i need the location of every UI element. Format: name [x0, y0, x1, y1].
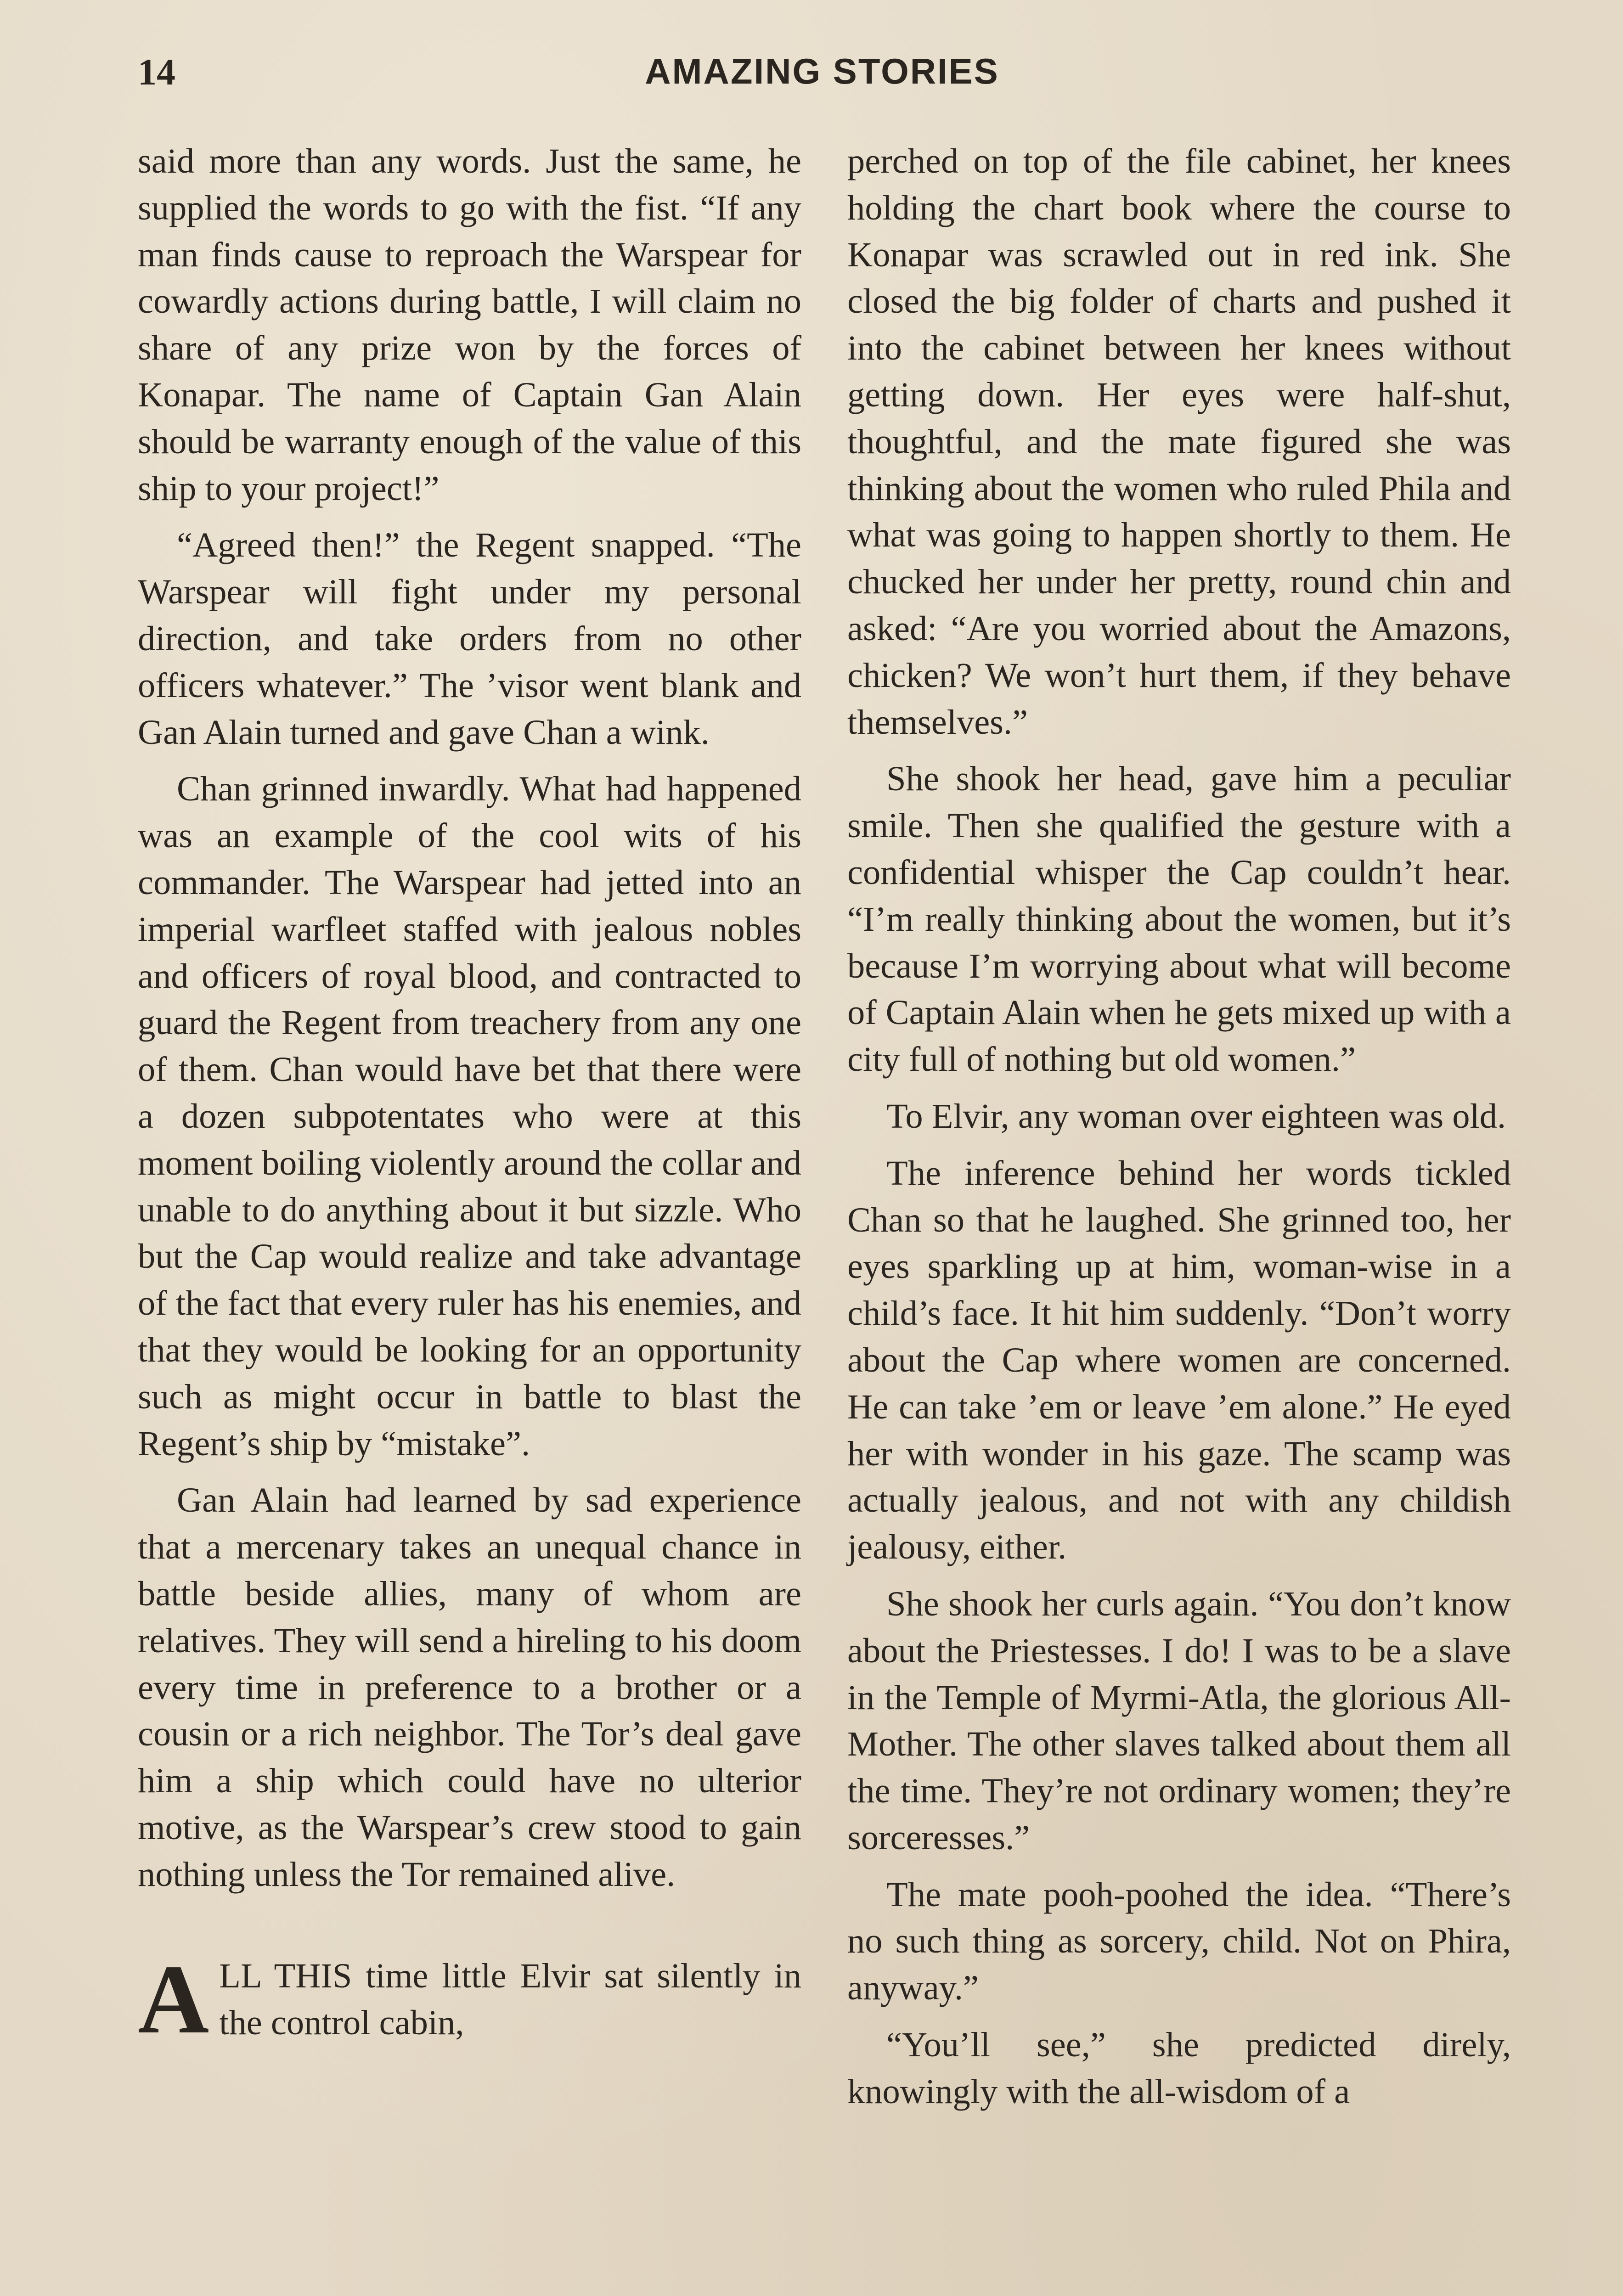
paragraph: “Agreed then!” the Regent snapped. “The Warspear will fight under my personal direction, and take orders from no other officers whatever.” The ’visor went blank and Gan Alain turned and gave Chan a wink.: [138, 525, 801, 752]
left-column: [138, 138, 801, 2056]
paragraph: Gan Alain had learned by sad experience that a mercenary takes an unequal chance in battle beside allies, many of whom are relatives. They will send a hireling to his doom every time in preference to a brother or a cousin or a rich neighbor. The Tor’s deal gave him a ship which could have no ulterior motive, as the Warspear’s crew stood to gain nothing unless the Tor remained alive.: [138, 1480, 801, 1894]
paragraph-text: LL THIS time little Elvir sat silently in the control cabin,: [219, 1956, 801, 2043]
paragraph: To Elvir, any woman over eighteen was old.: [886, 1096, 1506, 1136]
paragraph: said more than any words. Just the same, he supplied the words to go with the fist. “If any man finds cause to reproach the Warspear for cowardly actions during battle, I will claim no share of any prize won by the forces of Konapar. The name of Captain Gan Alain should be warranty enough of the value of this ship to your project!”: [138, 141, 801, 508]
drop-cap: A: [138, 1944, 209, 2054]
right-column: [847, 138, 1511, 2125]
section-start-paragraph: [138, 1944, 801, 2054]
page-header: [138, 51, 1506, 101]
paragraph: The mate pooh-poohed the idea. “There’s no such thing as sorcery, child. Not on Phira, anyway.”: [847, 1874, 1511, 2008]
paragraph: The inference behind her words tickled Chan so that he laughed. She grinned too, her eyes sparkling up at him, woman-wise in a child’s face. It hit him suddenly. “Don’t worry about the Cap where women are concerned. He can take ’em or leave ’em alone.” He eyed her with wonder in his gaze. The scamp was actually jealous, and not with any childish jealousy, either.: [847, 1153, 1511, 1567]
paragraph: She shook her curls again. “You don’t know about the Priestesses. I do! I was to be a slave in the Temple of Myrmi-Atla, the glorious All-Mother. The other slaves talked about them all the time. They’re not ordinary women; they’re sorceresses.”: [847, 1584, 1511, 1857]
paragraph: “You’ll see,” she predicted direly, knowingly with the all-wisdom of a: [847, 2025, 1511, 2111]
page-number: 14: [138, 51, 175, 93]
paragraph: Chan grinned inwardly. What had happened was an example of the cool wits of his commander. The Warspear had jetted into an imperial warfleet staffed with jealous nobles and officers of royal blood, and contracted to guard the Regent from treachery from any one of them. Chan would have bet that there were a dozen subpotentates who were at this moment boiling violently around the collar and unable to do anything about it but sizzle. Who but the Cap would realize and take advantage of the fact that every ruler has his enemies, and that they would be looking for an opportunity such as might occur in battle to blast the Regent’s ship by “mistake”.: [138, 769, 801, 1463]
paragraph: She shook her head, gave him a peculiar smile. Then she qualified the gesture with a confidential whisper the Cap couldn’t hear. “I’m really thinking about the women, but it’s because I’m worrying about what will become of Captain Alain when he gets mixed up with a city full of nothing but old women.”: [847, 759, 1511, 1079]
paragraph: perched on top of the file cabinet, her knees holding the chart book where the course to Konapar was scrawled out in red ink. She closed the big folder of charts and pushed it into the cabinet between her knees without getting down. Her eyes were half-shut, thoughtful, and the mate figured she was thinking about the women who ruled Phila and what was going to happen shortly to them. He chucked her under her pretty, round chin and asked: “Are you worried about the Amazons, chicken? We won’t hurt them, if they behave themselves.”: [847, 141, 1511, 742]
running-title: AMAZING STORIES: [645, 51, 999, 91]
